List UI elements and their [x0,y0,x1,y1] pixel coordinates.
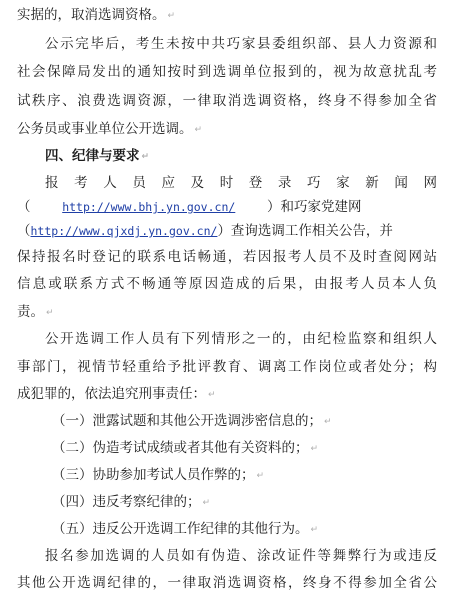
paragraph-mark-icon: ↵ [167,11,176,21]
text-line [45,545,437,567]
line-text: （四）违反考察纪律的； [52,494,201,510]
line-text: 实据的，取消选调资格。 [17,7,166,23]
line-text: 事部门，视情节轻重给予批评教育、调离工作岗位或者处分；构 [17,359,437,375]
line-text: （一）泄露试题和其他公开选调涉密信息的； [52,413,322,429]
line-text: 社会保障局发出的通知按时到选调单位报到的，视为故意扰乱考 [17,64,437,80]
line-text: 公务员或事业单位公开选调。 [17,121,193,137]
line-text: 试秩序、浪费选调资源，一律取消选调资格，终身不得参加全省 [17,93,437,109]
news-site-link[interactable]: http://www.bhj.yn.gov.cn/ [62,200,236,214]
paragraph-mark-icon: ↵ [208,390,216,400]
list-item [52,437,437,459]
line-text: 保持报名时登记的联系电话畅通，若因报考人员不及时查阅网站 [17,249,437,265]
text-line [17,220,437,242]
text-line [17,4,437,26]
text-line [17,118,437,140]
text-line [17,572,437,594]
text-line [17,356,437,378]
line-text: （ [17,199,31,215]
list-item [52,464,437,486]
paragraph-mark-icon: ↵ [310,525,319,535]
paragraph-mark-icon: ↵ [46,308,54,318]
party-site-link[interactable]: http://www.qjxdj.yn.gov.cn/ [30,224,218,238]
text-line [17,301,437,323]
text-line [17,61,437,83]
line-text: （ [17,223,31,239]
line-text: 其他公开选调纪律的，一律取消选调资格，终身不得参加全省公 [17,575,437,591]
section-heading [45,145,437,167]
line-text-group [267,196,437,218]
line-text: 责。 [17,304,44,320]
text-line [17,246,437,268]
line-text: 公示完毕后，考生未按中共巧家县委组织部、县人力资源和 [45,36,437,52]
line-text: ）查询选调工作相关公告，并 [217,223,393,239]
text-line [45,328,437,350]
paragraph-mark-icon: ↵ [256,471,265,481]
line-text: （二）伪造考试成绩或者其他有关资料的； [52,440,309,456]
line-text: 公开选调工作人员有下列情形之一的，由纪检监察和组织人 [45,331,437,347]
paragraph-mark-icon: ↵ [194,125,203,135]
line-text: 报考人员应及时登录巧家新闻网 [45,175,437,191]
line-text: 报名参加选调的人员如有伪造、涂改证件等舞弊行为或违反 [45,548,437,564]
line-text: 成犯罪的，依法追究刑事责任： [17,386,206,402]
line-text: 信息或联系方式不畅通等原因造成的后果，由报考人员本人负 [17,276,437,292]
text-line [17,196,437,218]
heading-text: 四、纪律与要求 [45,148,140,164]
list-item [52,518,437,540]
line-text: ）和巧家党建网 [267,199,362,215]
text-line [45,33,437,55]
text-line [45,172,437,194]
paragraph-mark-icon: ↵ [310,444,319,454]
paragraph-mark-icon: ↵ [202,498,211,508]
list-item [52,410,437,432]
text-line [17,273,437,295]
line-text: （五）违反公开选调工作纪律的其他行为。 [52,521,309,537]
text-line [17,90,437,112]
paragraph-mark-icon: ↵ [141,152,150,162]
line-text: （三）协助参加考试人员作弊的； [52,467,255,483]
paragraph-mark-icon: ↵ [324,417,332,427]
list-item [52,491,437,513]
text-line [17,383,437,405]
